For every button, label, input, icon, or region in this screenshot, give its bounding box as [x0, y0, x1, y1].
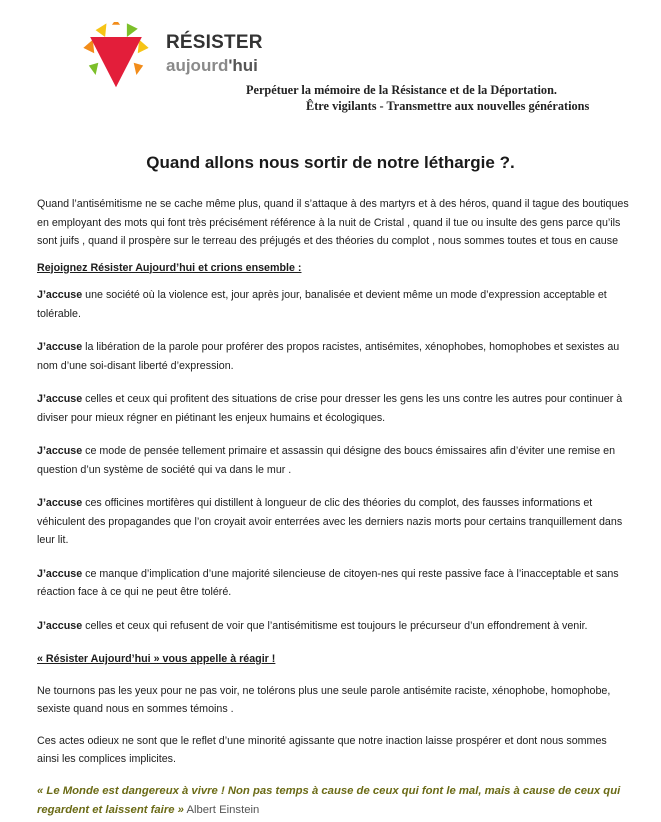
appeal-heading: « Résister Aujourd’hui » vous appelle à réagir !	[37, 653, 276, 665]
call-paragraph: Ne tournons pas les yeux pour ne pas voir, ne tolérons plus une seule parole antisémite raciste, xénophobe, homophobe, sexiste quand nous en sommes témoins .	[37, 684, 611, 715]
accusation-item: J’accuse celles et ceux qui profitent des situations de crise pour dresser les gens les uns contre les autres pour continuer à diviser pour mieux régner en piétinant les enjeux humains et écologiques.	[37, 393, 623, 424]
tagline-line-1: Perpétuer la mémoire de la Résistance et de la Déportation.	[246, 83, 557, 97]
tagline-line-2: Être vigilants - Transmettre aux nouvelles générations	[306, 99, 590, 113]
einstein-quote	[37, 782, 631, 820]
logo-petal-top-right	[127, 23, 138, 37]
quote-author: Albert Einstein	[186, 803, 260, 816]
brand-title: RÉSISTER	[166, 32, 263, 53]
complicity-paragraph: Ces actes odieux ne sont que le reflet d’une minorité agissante que notre inaction laisse prospérer et dont nous sommes ainsi les complices implicites.	[37, 734, 607, 765]
logo-petal-top	[112, 22, 120, 25]
accusation-item: J’accuse ce manque d’implication d’une majorité silencieuse de citoyen-nes qui reste passive face à l’inacceptable et sans réaction face à ce qui ne peut être toléré.	[37, 567, 619, 598]
accusation-item: J’accuse la libération de la parole pour proférer des propos racistes, antisémites, xénophobes, homophobes et sexistes au nom d’une soi-disant liberté d’expression.	[37, 341, 620, 372]
resister-logo-icon	[82, 22, 150, 90]
logo-petal-bottom-right	[134, 63, 144, 75]
accusation-item: J’accuse ce mode de pensée tellement primaire et assassin qui désigne des boucs émissaires afin d’éviter une remise en question d’un système de société qui va dans le mur .	[37, 445, 616, 476]
article-body	[37, 195, 631, 820]
page-title: Quand allons nous sortir de notre léthargie ?.	[146, 153, 515, 172]
accusation-item: J’accuse une société où la violence est, jour après jour, banalisée et devient même un mode d’expression acceptable et tolérable.	[37, 289, 607, 320]
accusation-item: J’accuse celles et ceux qui refusent de voir que l’antisémitisme est toujours le précurseur d’un effondrement à venir.	[37, 619, 588, 632]
quote-text: « Le Monde est dangereux à vivre ! Non pas temps à cause de ceux qui font le mal, mais à cause de ceux qui regardent et laissent faire »	[37, 784, 621, 816]
brand-subtitle: aujourd'hui	[166, 56, 258, 75]
intro-paragraph: Quand l’antisémitisme ne se cache même plus, quand il s’attaque à des martyrs et à des héros, quand il tague des boutiques en employant des mots qui font très précisément référence à la nuit de Cristal , quand il tue ou insulte des gens parce qu’ils sont juifs , quand il prospère sur le terreau des préjugés et des théories du complot , nous sommes toutes et tous en cause	[37, 198, 629, 247]
logo-petal-top-left	[96, 23, 107, 37]
accusation-item: J’accuse ces officines mortifères qui distillent à longueur de clic des théories du complot, des fausses informations et véhiculent des propagandes que l’on croyait avoir enterrées avec les derniers nazis morts pour certains tranquillement dans leur lit.	[37, 497, 623, 546]
tagline	[246, 82, 646, 114]
logo-petal-bottom-left	[89, 63, 99, 75]
logo-triangle	[90, 37, 142, 87]
join-heading: Rejoignez Résister Aujourd’hui et crions ensemble :	[37, 261, 302, 274]
